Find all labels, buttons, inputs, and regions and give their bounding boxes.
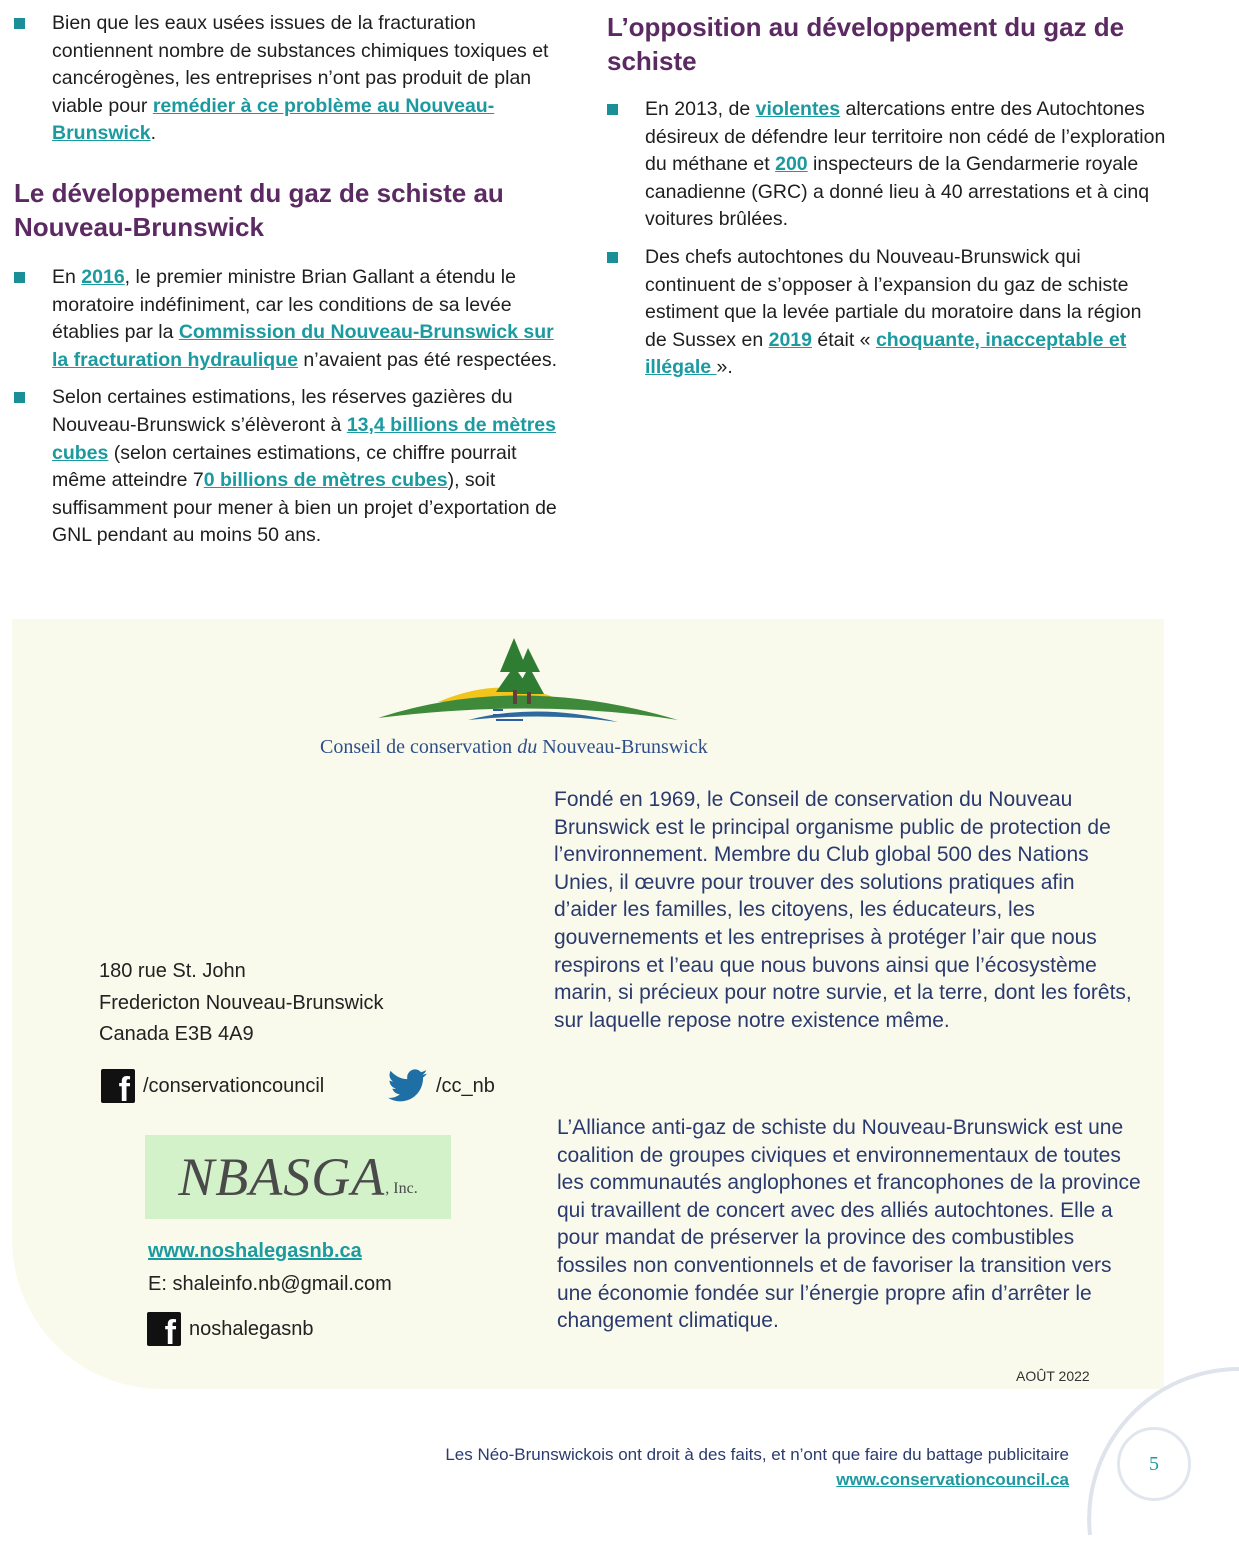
left-column bbox=[14, 0, 569, 560]
nbasga-website-link[interactable]: www.noshalegasnb.ca bbox=[148, 1240, 362, 1262]
footer-website-link[interactable]: www.conservationcouncil.ca bbox=[836, 1470, 1069, 1489]
list-item: Des chefs autochtones du Nouveau-Brunswick qui continuent de s’opposer à l’expansion du gaz de schiste estiment que la levée partiale du moratoire dans la région de Sussex en 2019 était « choquante, inacceptable et illégale ». bbox=[607, 244, 1167, 382]
footer-tagline: Les Néo-Brunswickois ont droit à des faits, et n’ont que faire du battage publicitaire bbox=[445, 1445, 1069, 1464]
opposition-bullet-list bbox=[607, 96, 1167, 382]
bullet-square-icon bbox=[607, 252, 618, 263]
link-choquante[interactable]: choquante, inacceptable et illégale bbox=[645, 328, 1127, 379]
logo-wordmark: Conseil de conservation du Nouveau-Brunswick bbox=[320, 736, 708, 758]
conservation-council-logo bbox=[318, 632, 738, 762]
twitter-icon bbox=[388, 1069, 428, 1103]
section-heading-developpement: Le développement du gaz de schiste au Nouveau-Brunswick bbox=[14, 177, 504, 242]
nbasga-email: E: shaleinfo.nb@gmail.com bbox=[148, 1273, 392, 1295]
footer bbox=[445, 1442, 1069, 1492]
link-70-billions[interactable]: 0 billions de mètres cubes bbox=[203, 469, 448, 492]
link-13-4-billions[interactable]: 13,4 billions de mètres cubes bbox=[52, 413, 556, 464]
bullet-square-icon bbox=[607, 104, 618, 115]
link-violentes[interactable]: violentes bbox=[755, 98, 841, 120]
facebook-icon: f bbox=[101, 1069, 135, 1103]
list-item: En 2016, le premier ministre Brian Gallant a étendu le moratoire indéfiniment, car les conditions de sa levée établies par la Commission du Nouveau-Brunswick sur la fracturation hydraulique n’avaient pas été respectées. bbox=[14, 264, 569, 374]
bullet-square-icon bbox=[14, 18, 25, 29]
link-2019[interactable]: 2019 bbox=[768, 328, 812, 351]
bullet-square-icon bbox=[14, 272, 25, 283]
right-column bbox=[607, 10, 1167, 392]
conservation-council-description: Fondé en 1969, le Conseil de conservation du Nouveau Brunswick est le principal organisme public de protection de l’environnement. Membre du Club global 500 des Nations Unies, il œuvre pour trouver des solutions pratiques afin d’aider les familles, les citoyens, les éducateurs, les gouvernements et les entreprises à protéger l’air que nous respirons et l’eau que nous buvons ainsi que l’écosystème marin, si précieux pour notre survie, et la terre, dont les forêts, sur laquelle repose notre existence même. bbox=[554, 788, 1132, 1032]
page-number: 5 bbox=[1149, 1452, 1159, 1475]
section-heading-opposition: L’opposition au développement du gaz de schiste bbox=[607, 12, 1125, 76]
bullet-square-icon bbox=[14, 392, 25, 403]
facebook-link-nbasga[interactable]: f noshalegasnb bbox=[147, 1312, 314, 1346]
list-item: Bien que les eaux usées issues de la fracturation contiennent nombre de substances chimiques toxiques et cancérogènes, les entreprises n’ont pas produit de plan viable pour remédier à ce problème au Nouveau-Brunswick. bbox=[14, 10, 569, 148]
nbasga-description: L’Alliance anti-gaz de schiste du Nouveau-Brunswick est une coalition de groupes civiques et environnementaux de toutes les communautés anglophones et francophones de la province qui travaillent de concert avec des alliés autochtones. Elle a pour mandat de préserver la province des combustibles fossiles non conventionnels et de favoriser la transition vers une économie fondée sur l’énergie propre afin d’arrêter le changement climatique. bbox=[557, 1116, 1141, 1333]
developpement-bullet-list bbox=[14, 264, 569, 550]
landscape-logo-icon bbox=[318, 632, 738, 732]
facebook-icon: f bbox=[147, 1312, 181, 1346]
list-item: En 2013, de violentes altercations entre des Autochtones désireux de défendre leur territoire non cédé de l’exploration du méthane et 200 inspecteurs de la Gendarmerie royale canadienne (GRC) a donné lieu à 40 arrestations et à cinq voitures brûlées. bbox=[607, 96, 1167, 234]
facebook-link-council[interactable]: f /conservationcouncil bbox=[101, 1069, 324, 1103]
intro-bullet-list bbox=[14, 10, 569, 148]
twitter-link-council[interactable]: /cc_nb bbox=[388, 1069, 495, 1103]
page-number-circle bbox=[1117, 1427, 1191, 1501]
link-200[interactable]: 200 bbox=[775, 153, 808, 176]
link-2016[interactable]: 2016 bbox=[81, 265, 125, 288]
link-remedier[interactable]: remédier à ce problème au Nouveau-Brunswick bbox=[52, 94, 495, 145]
address-block: 180 rue St. John Fredericton Nouveau-Brunswick Canada E3B 4A9 bbox=[99, 960, 384, 1045]
publication-date: AOÛT 2022 bbox=[1016, 1368, 1090, 1384]
list-item: Selon certaines estimations, les réserves gazières du Nouveau-Brunswick s’élèveront à 13,4 billions de mètres cubes (selon certaines estimations, ce chiffre pourrait même atteindre 70 billions de mètres cubes), soit suffisamment pour mener à bien un projet d’exportation de GNL pendant au moins 50 ans. bbox=[14, 384, 569, 550]
nbasga-logo: NBASGA , Inc. bbox=[145, 1135, 451, 1219]
link-commission[interactable]: Commission du Nouveau-Brunswick sur la fracturation hydraulique bbox=[52, 321, 554, 371]
